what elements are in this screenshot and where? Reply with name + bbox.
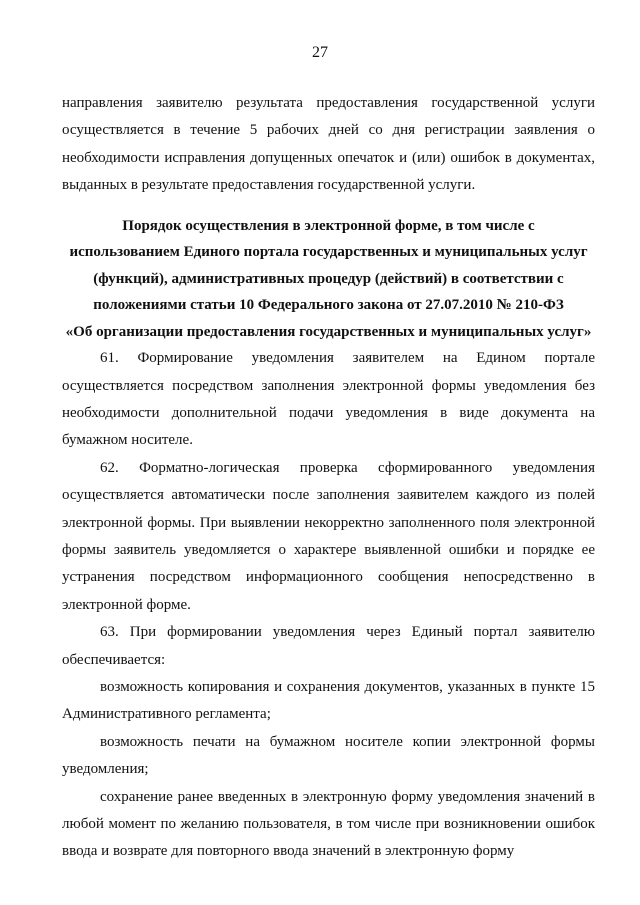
list-item-copy-documents: возможность копирования и сохранения документов, указанных в пункте 15 Административного регламента; [62,679,595,723]
list-item-save-values: сохранение ранее введенных в электронную форму уведомления значений в любой момент по желанию пользователя, в том числе при возникновении ошибок ввода и возврате для повторного ввода значений в электронную форму [62,788,595,860]
document-body [62,90,595,866]
page-number: 27 [312,44,328,61]
heading-line: положениями статьи 10 Федерального закона от 27.07.2010 № 210-ФЗ [93,297,564,314]
heading-line: использованием Единого портала государственных и муниципальных услуг [69,244,588,261]
paragraph-continuation: направления заявителю результата предоставления государственной услуги осуществляется в течение 5 рабочих дней со дня регистрации заявления о необходимости исправления допущенных опечаток и (или) ошибок в документах, выданных в результате предоставления государственной услуги. [62,95,595,194]
paragraph-61: 61. Формирование уведомления заявителем на Едином портале осуществляется посредством заполнения электронной формы уведомления без необходимости дополнительной подачи уведомления в виде документа на бумажном носителе. [62,350,595,449]
list-item-print-form: возможность печати на бумажном носителе копии электронной формы уведомления; [62,733,595,778]
heading-line: Порядок осуществления в электронной форме, в том числе с [122,217,535,234]
heading-line: «Об организации предоставления государственных и муниципальных услуг» [65,323,592,340]
heading-line: (функций), административных процедур (действий) в соответствии с [93,270,564,287]
paragraph-63: 63. При формировании уведомления через Единый портал заявителю обеспечивается: [62,624,595,668]
section-heading [62,213,595,346]
paragraph-62: 62. Форматно-логическая проверка сформированного уведомления осуществляется автоматически после заполнения заявителем каждого из полей электронной формы. При выявлении некорректно заполненного поля электронной формы заявитель уведомляется о характере выявленной ошибки и порядке ее устранения посредством информационного сообщения непосредственно в электронной форме. [62,459,595,613]
